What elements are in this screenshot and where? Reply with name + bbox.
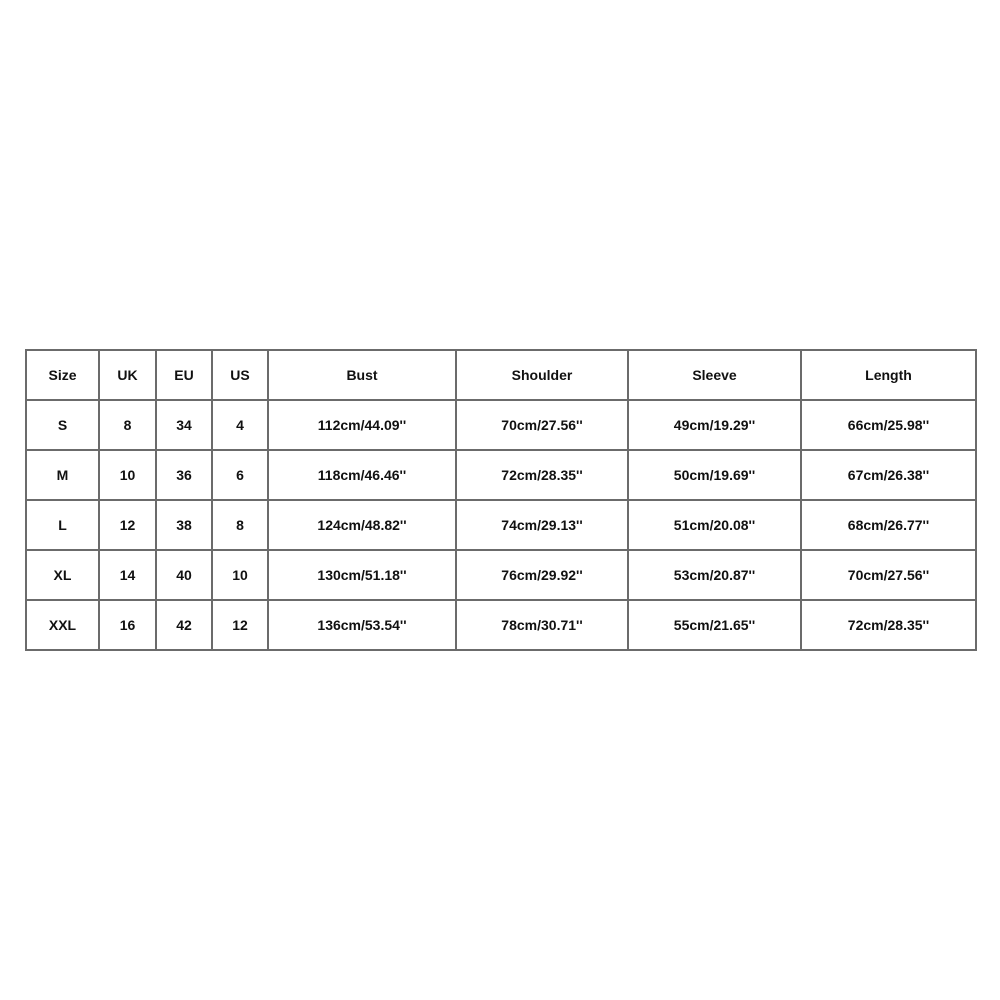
cell-eu: 36	[156, 450, 212, 500]
cell-us: 12	[212, 600, 268, 650]
cell-sleeve: 50cm/19.69''	[628, 450, 801, 500]
header-uk: UK	[99, 350, 156, 400]
header-length: Length	[801, 350, 976, 400]
cell-size: S	[26, 400, 99, 450]
cell-bust: 136cm/53.54''	[268, 600, 456, 650]
cell-sleeve: 55cm/21.65''	[628, 600, 801, 650]
cell-length: 67cm/26.38''	[801, 450, 976, 500]
cell-size: XXL	[26, 600, 99, 650]
cell-shoulder: 78cm/30.71''	[456, 600, 628, 650]
cell-size: M	[26, 450, 99, 500]
header-sleeve: Sleeve	[628, 350, 801, 400]
header-shoulder: Shoulder	[456, 350, 628, 400]
cell-eu: 42	[156, 600, 212, 650]
cell-length: 70cm/27.56''	[801, 550, 976, 600]
cell-length: 68cm/26.77''	[801, 500, 976, 550]
header-bust: Bust	[268, 350, 456, 400]
header-eu: EU	[156, 350, 212, 400]
cell-size: XL	[26, 550, 99, 600]
cell-shoulder: 72cm/28.35''	[456, 450, 628, 500]
cell-uk: 12	[99, 500, 156, 550]
cell-eu: 38	[156, 500, 212, 550]
cell-eu: 40	[156, 550, 212, 600]
header-size: Size	[26, 350, 99, 400]
cell-eu: 34	[156, 400, 212, 450]
cell-shoulder: 70cm/27.56''	[456, 400, 628, 450]
cell-bust: 118cm/46.46''	[268, 450, 456, 500]
table-row	[26, 400, 976, 450]
table-row	[26, 550, 976, 600]
cell-length: 72cm/28.35''	[801, 600, 976, 650]
cell-us: 4	[212, 400, 268, 450]
cell-bust: 112cm/44.09''	[268, 400, 456, 450]
cell-sleeve: 53cm/20.87''	[628, 550, 801, 600]
cell-shoulder: 76cm/29.92''	[456, 550, 628, 600]
cell-sleeve: 51cm/20.08''	[628, 500, 801, 550]
cell-us: 6	[212, 450, 268, 500]
header-us: US	[212, 350, 268, 400]
table-header-row	[26, 350, 976, 400]
size-chart-table	[25, 349, 977, 651]
cell-us: 10	[212, 550, 268, 600]
cell-bust: 124cm/48.82''	[268, 500, 456, 550]
table-row	[26, 600, 976, 650]
cell-sleeve: 49cm/19.29''	[628, 400, 801, 450]
cell-bust: 130cm/51.18''	[268, 550, 456, 600]
cell-size: L	[26, 500, 99, 550]
cell-uk: 8	[99, 400, 156, 450]
table-row	[26, 500, 976, 550]
cell-length: 66cm/25.98''	[801, 400, 976, 450]
cell-uk: 14	[99, 550, 156, 600]
cell-uk: 10	[99, 450, 156, 500]
cell-uk: 16	[99, 600, 156, 650]
cell-shoulder: 74cm/29.13''	[456, 500, 628, 550]
cell-us: 8	[212, 500, 268, 550]
table-row	[26, 450, 976, 500]
